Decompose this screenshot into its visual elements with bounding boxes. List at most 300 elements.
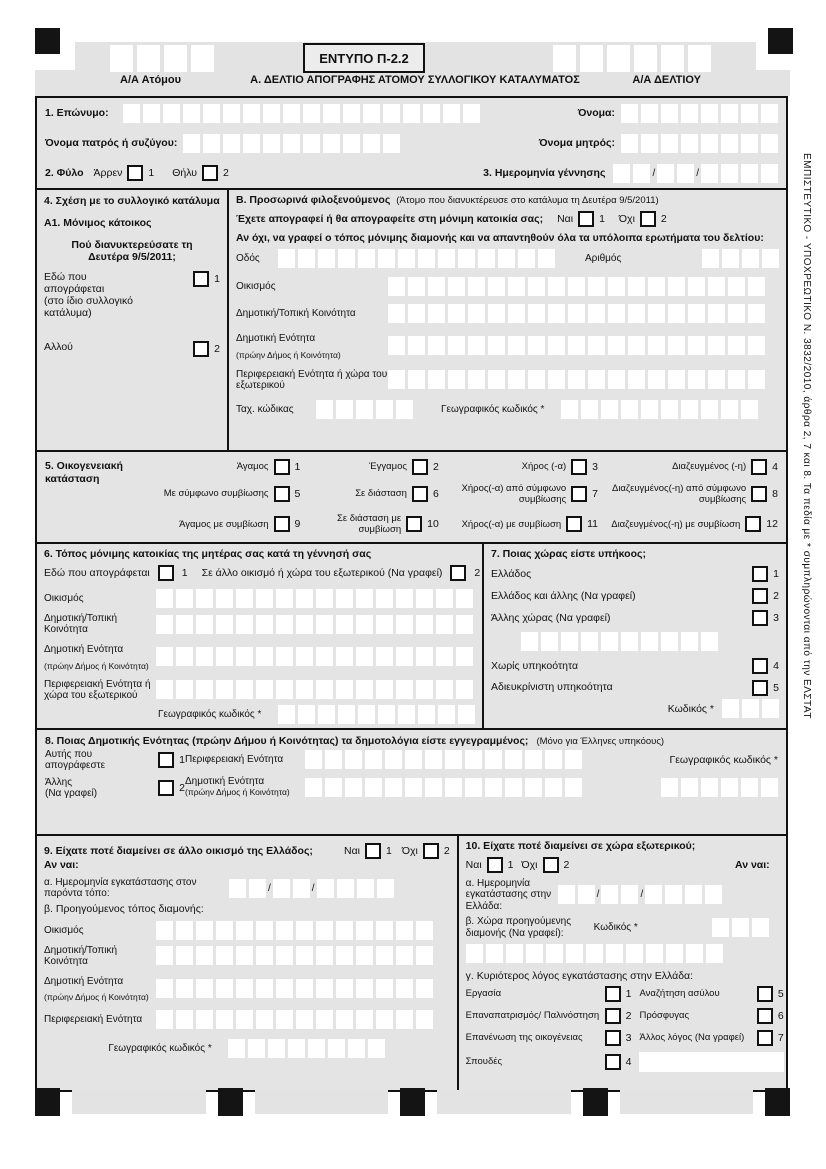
char-cell[interactable]	[110, 45, 133, 72]
char-cell[interactable]	[276, 946, 293, 965]
checkbox-marital-7[interactable]	[571, 486, 587, 502]
char-cell[interactable]	[385, 778, 402, 797]
char-cell[interactable]	[396, 921, 413, 940]
birthdate-month-boxes[interactable]	[657, 164, 694, 183]
char-cell[interactable]	[396, 680, 413, 699]
checkbox-reason-2[interactable]	[605, 1008, 621, 1024]
char-cell[interactable]	[163, 104, 180, 123]
char-cell[interactable]	[296, 615, 313, 634]
char-cell[interactable]	[621, 134, 638, 153]
checkbox-citizenship-5[interactable]	[752, 680, 768, 696]
birthdate-day-boxes[interactable]	[613, 164, 650, 183]
char-cell[interactable]	[323, 104, 340, 123]
s9-settlement-boxes[interactable]	[156, 921, 433, 940]
char-cell[interactable]	[223, 134, 240, 153]
char-cell[interactable]	[488, 370, 505, 389]
char-cell[interactable]	[288, 1039, 305, 1058]
char-cell[interactable]	[568, 370, 585, 389]
char-cell[interactable]	[356, 946, 373, 965]
char-cell[interactable]	[376, 647, 393, 666]
char-cell[interactable]	[408, 277, 425, 296]
char-cell[interactable]	[256, 589, 273, 608]
char-cell[interactable]	[761, 104, 778, 123]
street-number-boxes[interactable]	[702, 249, 779, 268]
char-cell[interactable]	[196, 921, 213, 940]
char-cell[interactable]	[396, 615, 413, 634]
char-cell[interactable]	[156, 589, 173, 608]
char-cell[interactable]	[466, 944, 483, 963]
char-cell[interactable]	[628, 277, 645, 296]
checkbox-sex-female[interactable]	[202, 165, 218, 181]
char-cell[interactable]	[356, 680, 373, 699]
char-cell[interactable]	[236, 647, 253, 666]
char-cell[interactable]	[478, 249, 495, 268]
char-cell[interactable]	[396, 400, 413, 419]
char-cell[interactable]	[408, 336, 425, 355]
char-cell[interactable]	[336, 400, 353, 419]
char-cell[interactable]	[356, 1010, 373, 1029]
char-cell[interactable]	[688, 45, 711, 72]
char-cell[interactable]	[528, 336, 545, 355]
char-cell[interactable]	[661, 134, 678, 153]
char-cell[interactable]	[336, 589, 353, 608]
s6-settlement-boxes[interactable]	[156, 589, 473, 608]
char-cell[interactable]	[741, 134, 758, 153]
checkbox-stayed-elsewhere[interactable]	[193, 341, 209, 357]
sB-unit-boxes[interactable]	[388, 336, 765, 355]
char-cell[interactable]	[425, 778, 442, 797]
char-cell[interactable]	[356, 589, 373, 608]
father-name-boxes[interactable]	[183, 134, 400, 153]
char-cell[interactable]	[356, 647, 373, 666]
char-cell[interactable]	[383, 134, 400, 153]
char-cell[interactable]	[236, 615, 253, 634]
char-cell[interactable]	[448, 277, 465, 296]
char-cell[interactable]	[256, 946, 273, 965]
char-cell[interactable]	[448, 304, 465, 323]
char-cell[interactable]	[336, 680, 353, 699]
char-cell[interactable]	[398, 249, 415, 268]
char-cell[interactable]	[761, 164, 778, 183]
char-cell[interactable]	[228, 1039, 245, 1058]
char-cell[interactable]	[722, 249, 739, 268]
char-cell[interactable]	[296, 921, 313, 940]
s10-date-month-boxes[interactable]	[601, 885, 638, 904]
surname-boxes[interactable]	[123, 104, 480, 123]
char-cell[interactable]	[183, 104, 200, 123]
checkbox-marital-8[interactable]	[751, 486, 767, 502]
char-cell[interactable]	[708, 336, 725, 355]
s6-community-boxes[interactable]	[156, 615, 473, 634]
char-cell[interactable]	[488, 304, 505, 323]
checkbox-marital-12[interactable]	[745, 516, 761, 532]
char-cell[interactable]	[425, 750, 442, 769]
char-cell[interactable]	[545, 778, 562, 797]
char-cell[interactable]	[581, 400, 598, 419]
char-cell[interactable]	[601, 400, 618, 419]
char-cell[interactable]	[641, 400, 658, 419]
char-cell[interactable]	[338, 705, 355, 724]
char-cell[interactable]	[648, 370, 665, 389]
char-cell[interactable]	[276, 589, 293, 608]
char-cell[interactable]	[256, 1010, 273, 1029]
char-cell[interactable]	[548, 370, 565, 389]
char-cell[interactable]	[553, 45, 576, 72]
street-boxes[interactable]	[278, 249, 555, 268]
char-cell[interactable]	[388, 277, 405, 296]
char-cell[interactable]	[383, 104, 400, 123]
char-cell[interactable]	[456, 647, 473, 666]
char-cell[interactable]	[316, 589, 333, 608]
char-cell[interactable]	[388, 304, 405, 323]
char-cell[interactable]	[742, 699, 759, 718]
char-cell[interactable]	[681, 400, 698, 419]
char-cell[interactable]	[243, 104, 260, 123]
char-cell[interactable]	[646, 944, 663, 963]
char-cell[interactable]	[305, 750, 322, 769]
char-cell[interactable]	[316, 946, 333, 965]
s8-region-boxes[interactable]	[305, 750, 605, 769]
sB-region-boxes[interactable]	[388, 370, 765, 389]
char-cell[interactable]	[376, 589, 393, 608]
char-cell[interactable]	[545, 750, 562, 769]
char-cell[interactable]	[196, 615, 213, 634]
char-cell[interactable]	[268, 1039, 285, 1058]
char-cell[interactable]	[377, 879, 394, 898]
char-cell[interactable]	[316, 921, 333, 940]
char-cell[interactable]	[183, 134, 200, 153]
checkbox-citizenship-1[interactable]	[752, 566, 768, 582]
char-cell[interactable]	[436, 647, 453, 666]
char-cell[interactable]	[416, 647, 433, 666]
char-cell[interactable]	[661, 400, 678, 419]
char-cell[interactable]	[336, 647, 353, 666]
char-cell[interactable]	[686, 944, 703, 963]
char-cell[interactable]	[634, 45, 657, 72]
char-cell[interactable]	[176, 921, 193, 940]
char-cell[interactable]	[143, 104, 160, 123]
char-cell[interactable]	[661, 632, 678, 651]
char-cell[interactable]	[216, 921, 233, 940]
s6-unit-boxes[interactable]	[156, 647, 473, 666]
checkbox-marital-2[interactable]	[412, 459, 428, 475]
char-cell[interactable]	[276, 921, 293, 940]
checkbox-registered-yes[interactable]	[578, 211, 594, 227]
s7-code-boxes[interactable]	[722, 699, 779, 718]
char-cell[interactable]	[176, 589, 193, 608]
person-seq-boxes[interactable]	[110, 45, 214, 72]
checkbox-citizenship-3[interactable]	[752, 610, 768, 626]
char-cell[interactable]	[741, 104, 758, 123]
char-cell[interactable]	[561, 632, 578, 651]
s9-date-day-boxes[interactable]	[229, 879, 266, 898]
checkbox-reason-1[interactable]	[605, 986, 621, 1002]
char-cell[interactable]	[608, 336, 625, 355]
char-cell[interactable]	[296, 946, 313, 965]
sB-geo-code-boxes[interactable]	[561, 400, 758, 419]
char-cell[interactable]	[303, 104, 320, 123]
char-cell[interactable]	[458, 705, 475, 724]
char-cell[interactable]	[701, 134, 718, 153]
char-cell[interactable]	[505, 750, 522, 769]
char-cell[interactable]	[388, 370, 405, 389]
char-cell[interactable]	[456, 589, 473, 608]
char-cell[interactable]	[721, 778, 738, 797]
char-cell[interactable]	[318, 705, 335, 724]
char-cell[interactable]	[396, 979, 413, 998]
char-cell[interactable]	[223, 104, 240, 123]
char-cell[interactable]	[748, 370, 765, 389]
char-cell[interactable]	[408, 370, 425, 389]
char-cell[interactable]	[396, 589, 413, 608]
char-cell[interactable]	[456, 615, 473, 634]
char-cell[interactable]	[588, 336, 605, 355]
char-cell[interactable]	[196, 979, 213, 998]
char-cell[interactable]	[325, 750, 342, 769]
char-cell[interactable]	[316, 615, 333, 634]
char-cell[interactable]	[566, 944, 583, 963]
char-cell[interactable]	[164, 45, 187, 72]
checkbox-s9-no[interactable]	[423, 843, 439, 859]
char-cell[interactable]	[317, 879, 334, 898]
char-cell[interactable]	[668, 370, 685, 389]
char-cell[interactable]	[278, 249, 295, 268]
char-cell[interactable]	[465, 778, 482, 797]
checkbox-marital-4[interactable]	[751, 459, 767, 475]
char-cell[interactable]	[196, 589, 213, 608]
char-cell[interactable]	[368, 1039, 385, 1058]
char-cell[interactable]	[506, 944, 523, 963]
char-cell[interactable]	[641, 104, 658, 123]
char-cell[interactable]	[298, 249, 315, 268]
char-cell[interactable]	[263, 134, 280, 153]
char-cell[interactable]	[256, 647, 273, 666]
char-cell[interactable]	[216, 615, 233, 634]
char-cell[interactable]	[681, 778, 698, 797]
char-cell[interactable]	[376, 921, 393, 940]
char-cell[interactable]	[742, 249, 759, 268]
char-cell[interactable]	[708, 370, 725, 389]
char-cell[interactable]	[376, 1010, 393, 1029]
char-cell[interactable]	[681, 632, 698, 651]
char-cell[interactable]	[681, 104, 698, 123]
char-cell[interactable]	[661, 104, 678, 123]
char-cell[interactable]	[628, 304, 645, 323]
char-cell[interactable]	[728, 370, 745, 389]
char-cell[interactable]	[748, 304, 765, 323]
char-cell[interactable]	[468, 336, 485, 355]
char-cell[interactable]	[701, 164, 718, 183]
char-cell[interactable]	[357, 879, 374, 898]
char-cell[interactable]	[621, 885, 638, 904]
s6-geo-code-boxes[interactable]	[278, 705, 475, 724]
char-cell[interactable]	[488, 277, 505, 296]
char-cell[interactable]	[356, 921, 373, 940]
char-cell[interactable]	[633, 164, 650, 183]
char-cell[interactable]	[263, 104, 280, 123]
char-cell[interactable]	[565, 750, 582, 769]
char-cell[interactable]	[316, 680, 333, 699]
checkbox-s6-here[interactable]	[158, 565, 174, 581]
char-cell[interactable]	[236, 979, 253, 998]
char-cell[interactable]	[601, 885, 618, 904]
char-cell[interactable]	[761, 134, 778, 153]
s7-country-boxes[interactable]	[491, 632, 779, 651]
char-cell[interactable]	[337, 879, 354, 898]
char-cell[interactable]	[721, 134, 738, 153]
char-cell[interactable]	[508, 336, 525, 355]
char-cell[interactable]	[661, 778, 678, 797]
char-cell[interactable]	[336, 921, 353, 940]
sB-settlement-boxes[interactable]	[388, 277, 765, 296]
char-cell[interactable]	[196, 946, 213, 965]
char-cell[interactable]	[688, 370, 705, 389]
char-cell[interactable]	[398, 705, 415, 724]
char-cell[interactable]	[376, 979, 393, 998]
checkbox-marital-11[interactable]	[566, 516, 582, 532]
char-cell[interactable]	[303, 134, 320, 153]
char-cell[interactable]	[702, 249, 719, 268]
char-cell[interactable]	[648, 336, 665, 355]
s10-date-year-boxes[interactable]	[645, 885, 722, 904]
char-cell[interactable]	[443, 104, 460, 123]
char-cell[interactable]	[648, 277, 665, 296]
char-cell[interactable]	[621, 400, 638, 419]
char-cell[interactable]	[445, 778, 462, 797]
char-cell[interactable]	[485, 750, 502, 769]
char-cell[interactable]	[196, 680, 213, 699]
char-cell[interactable]	[528, 370, 545, 389]
char-cell[interactable]	[196, 647, 213, 666]
s8-unit-boxes[interactable]	[305, 778, 605, 797]
char-cell[interactable]	[568, 336, 585, 355]
char-cell[interactable]	[156, 1010, 173, 1029]
char-cell[interactable]	[296, 680, 313, 699]
checkbox-citizenship-2[interactable]	[752, 588, 768, 604]
char-cell[interactable]	[701, 104, 718, 123]
char-cell[interactable]	[283, 104, 300, 123]
char-cell[interactable]	[521, 632, 538, 651]
char-cell[interactable]	[436, 589, 453, 608]
sheet-seq-boxes[interactable]	[553, 45, 711, 72]
char-cell[interactable]	[621, 632, 638, 651]
char-cell[interactable]	[296, 589, 313, 608]
checkbox-reason-4[interactable]	[605, 1054, 621, 1070]
char-cell[interactable]	[468, 304, 485, 323]
char-cell[interactable]	[548, 277, 565, 296]
checkbox-marital-9[interactable]	[274, 516, 290, 532]
char-cell[interactable]	[396, 946, 413, 965]
checkbox-reason-5[interactable]	[757, 986, 773, 1002]
char-cell[interactable]	[256, 680, 273, 699]
checkbox-s9-yes[interactable]	[365, 843, 381, 859]
checkbox-marital-5[interactable]	[274, 486, 290, 502]
char-cell[interactable]	[405, 778, 422, 797]
char-cell[interactable]	[418, 249, 435, 268]
char-cell[interactable]	[621, 104, 638, 123]
char-cell[interactable]	[741, 400, 758, 419]
char-cell[interactable]	[293, 879, 310, 898]
char-cell[interactable]	[648, 304, 665, 323]
char-cell[interactable]	[468, 370, 485, 389]
char-cell[interactable]	[316, 647, 333, 666]
char-cell[interactable]	[705, 885, 722, 904]
char-cell[interactable]	[561, 400, 578, 419]
char-cell[interactable]	[681, 134, 698, 153]
char-cell[interactable]	[701, 778, 718, 797]
s10-country-boxes[interactable]	[466, 944, 784, 963]
char-cell[interactable]	[343, 134, 360, 153]
char-cell[interactable]	[156, 946, 173, 965]
char-cell[interactable]	[156, 921, 173, 940]
char-cell[interactable]	[721, 164, 738, 183]
char-cell[interactable]	[588, 304, 605, 323]
char-cell[interactable]	[498, 249, 515, 268]
char-cell[interactable]	[661, 45, 684, 72]
char-cell[interactable]	[328, 1039, 345, 1058]
char-cell[interactable]	[336, 979, 353, 998]
char-cell[interactable]	[408, 304, 425, 323]
checkbox-reason-7[interactable]	[757, 1030, 773, 1046]
char-cell[interactable]	[376, 400, 393, 419]
char-cell[interactable]	[708, 277, 725, 296]
char-cell[interactable]	[721, 400, 738, 419]
other-reason-writein[interactable]	[639, 1052, 783, 1072]
char-cell[interactable]	[416, 921, 433, 940]
char-cell[interactable]	[488, 336, 505, 355]
char-cell[interactable]	[216, 946, 233, 965]
char-cell[interactable]	[176, 615, 193, 634]
char-cell[interactable]	[712, 918, 729, 937]
char-cell[interactable]	[628, 370, 645, 389]
s10-date-day-boxes[interactable]	[558, 885, 595, 904]
char-cell[interactable]	[203, 134, 220, 153]
s9-geo-code-boxes[interactable]	[228, 1039, 385, 1058]
char-cell[interactable]	[236, 589, 253, 608]
birthdate-year-boxes[interactable]	[701, 164, 778, 183]
char-cell[interactable]	[748, 277, 765, 296]
mother-name-boxes[interactable]	[621, 134, 778, 153]
char-cell[interactable]	[191, 45, 214, 72]
s9-unit-boxes[interactable]	[156, 979, 433, 998]
char-cell[interactable]	[176, 647, 193, 666]
sB-community-boxes[interactable]	[388, 304, 765, 323]
char-cell[interactable]	[216, 647, 233, 666]
char-cell[interactable]	[236, 1010, 253, 1029]
checkbox-sex-male[interactable]	[127, 165, 143, 181]
char-cell[interactable]	[378, 705, 395, 724]
char-cell[interactable]	[276, 979, 293, 998]
char-cell[interactable]	[668, 336, 685, 355]
char-cell[interactable]	[236, 921, 253, 940]
char-cell[interactable]	[677, 164, 694, 183]
char-cell[interactable]	[256, 921, 273, 940]
s9-date-month-boxes[interactable]	[273, 879, 310, 898]
char-cell[interactable]	[641, 134, 658, 153]
char-cell[interactable]	[396, 1010, 413, 1029]
char-cell[interactable]	[363, 134, 380, 153]
char-cell[interactable]	[528, 304, 545, 323]
char-cell[interactable]	[376, 615, 393, 634]
char-cell[interactable]	[416, 615, 433, 634]
char-cell[interactable]	[526, 944, 543, 963]
char-cell[interactable]	[608, 304, 625, 323]
char-cell[interactable]	[608, 370, 625, 389]
s6-region-boxes[interactable]	[156, 680, 473, 699]
char-cell[interactable]	[568, 304, 585, 323]
char-cell[interactable]	[356, 615, 373, 634]
char-cell[interactable]	[405, 750, 422, 769]
